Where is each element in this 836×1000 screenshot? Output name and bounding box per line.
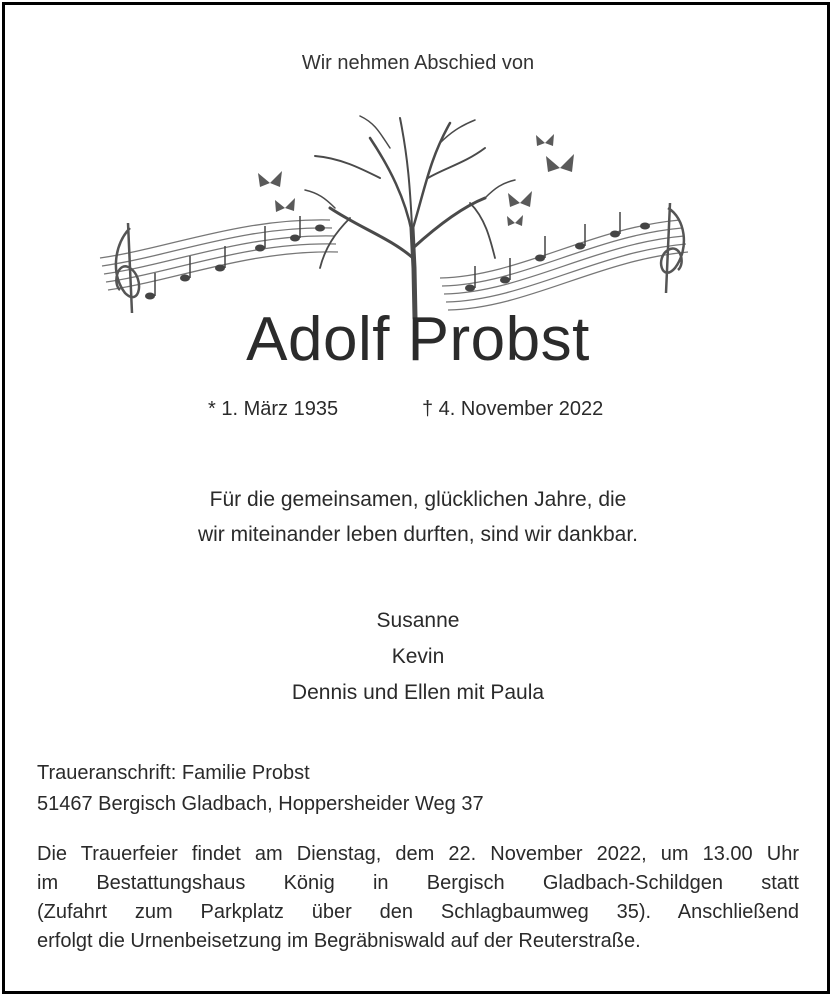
music-notes-right	[465, 223, 650, 292]
birth-date: * 1. März 1935	[208, 398, 339, 420]
ceremony-line: im Bestattungshaus König in Bergisch Gladbach-Schildgen statt	[37, 872, 799, 894]
ceremony-line: erfolgt die Urnenbeisetzung im Begräbniswald auf der Reuterstraße.	[37, 930, 641, 952]
ceremony-line: Die Trauerfeier findet am Dienstag, dem 22. November 2022, um 13.00 Uhr	[37, 843, 799, 865]
family-member: Dennis und Ellen mit Paula	[291, 681, 545, 704]
intro-text: Wir nehmen Abschied von	[301, 52, 535, 74]
treble-clef-right-icon	[661, 203, 684, 293]
mourning-address-label: Traueranschrift: Familie Probst	[37, 762, 310, 784]
tree-music-illustration	[90, 108, 700, 328]
deceased-name: Adolf Probst	[246, 305, 590, 374]
music-staff-left	[100, 220, 338, 290]
tree-icon	[305, 116, 515, 318]
quote-line: wir miteinander leben durften, sind wir dankbar.	[197, 523, 639, 546]
music-staff-right	[440, 220, 688, 310]
quote-line: Für die gemeinsamen, glücklichen Jahre, die	[209, 488, 627, 511]
death-date: † 4. November 2022	[422, 398, 604, 420]
family-member: Susanne	[376, 609, 460, 632]
ceremony-details	[37, 840, 799, 956]
family-signatures	[0, 603, 836, 711]
butterfly-icon	[258, 134, 574, 226]
ceremony-line: (Zufahrt zum Parkplatz über den Schlagbaumweg 35). Anschließend	[37, 901, 799, 923]
mourning-address: 51467 Bergisch Gladbach, Hoppersheider Weg 37	[37, 793, 484, 815]
gratitude-quote	[0, 482, 836, 552]
family-member: Kevin	[391, 645, 445, 668]
